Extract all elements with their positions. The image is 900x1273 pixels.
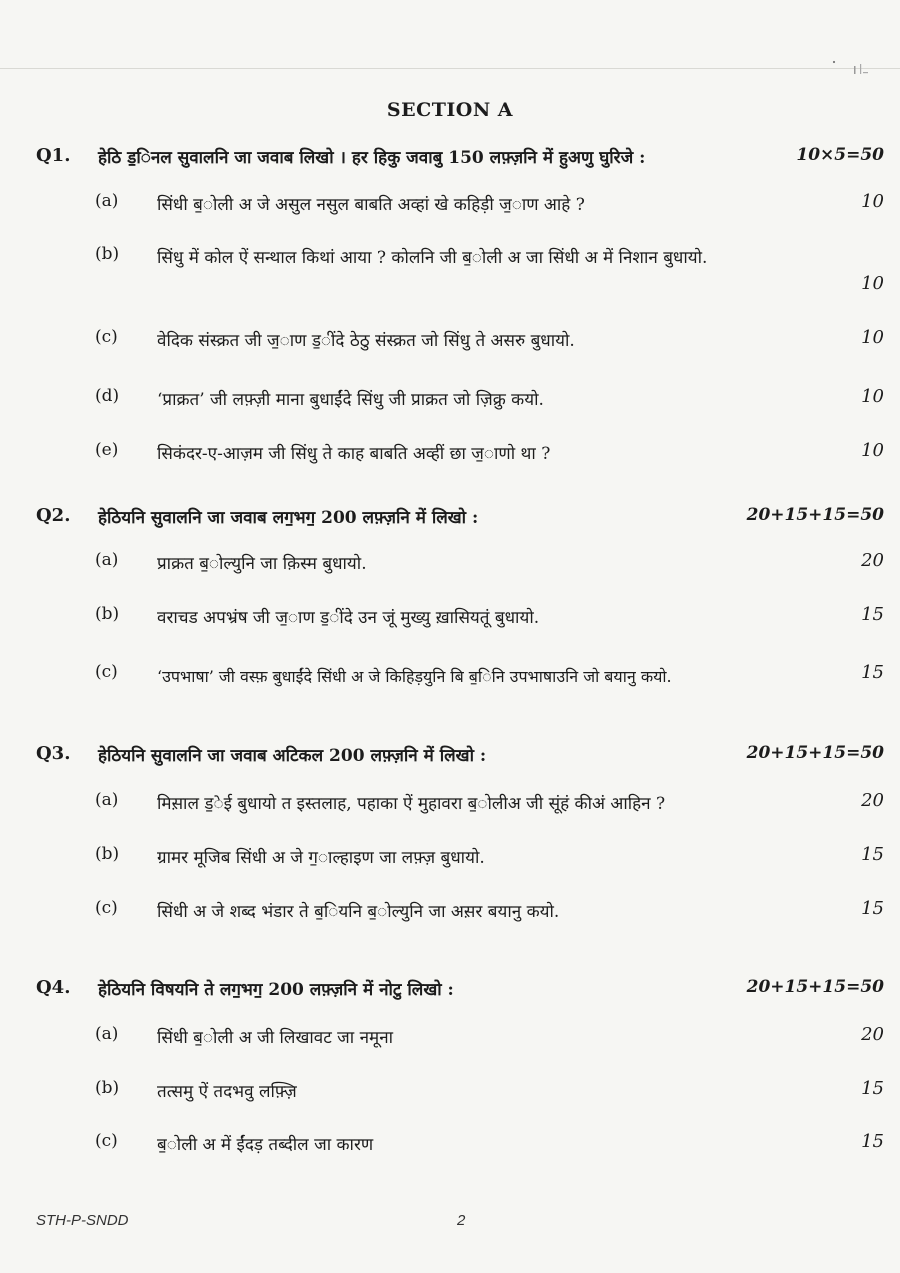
question-prompt: हेठियनि विषयनि ते लग॒भग॒ 200 लफ़्ज़नि में नोटु लिखो :	[98, 980, 454, 1000]
item-marks: 15	[861, 1078, 884, 1099]
item-marks: 10	[861, 440, 884, 461]
item-text: ‘प्राक्रत’ जी लफ़्ज़ी माना बुधाईंदे सिंधु जी प्राक्रत जो ज़िक्रु कयो.	[157, 390, 544, 410]
item-marks: 20	[861, 790, 884, 811]
item-marks: 10	[861, 386, 884, 407]
item-marks: 15	[861, 604, 884, 625]
item-label: (a)	[95, 790, 119, 810]
item-text: ग्रामर मूजिब सिंधी अ जे ग॒ाल्हाइण जा लफ़्ज़ बुधायो.	[157, 848, 485, 868]
item-text: मिस़ाल ड॒ेई बुधायो त इस्तलाह, पहाका ऐं मुहावरा ब॒ोलीअ जी सूंहं कीअं आहिन ?	[157, 794, 666, 814]
item-label: (b)	[95, 244, 120, 264]
question-number: Q4.	[36, 977, 71, 998]
question-number: Q1.	[36, 145, 71, 166]
question-header	[36, 505, 884, 535]
item-marks: 15	[861, 1131, 884, 1152]
question-marks: 20+15+15=50	[746, 743, 884, 763]
item-marks: 20	[861, 550, 884, 571]
item-label: (c)	[95, 898, 118, 918]
item-marks: 10	[861, 273, 884, 294]
question-marks: 20+15+15=50	[746, 977, 884, 997]
item-label: (a)	[95, 1024, 119, 1044]
item-text: वराचड अपभ्रंष जी ज॒ाण ड॒ींदे उन जूं मुख्यु ख़ासियतूं बुधायो.	[157, 608, 540, 628]
question-prompt: हेठियनि सुवालनि जा जवाब अटिकल 200 लफ़्ज़नि में लिखो :	[98, 746, 487, 766]
question-header	[36, 977, 884, 1007]
item-text: सिकंदर-ए-आज़म जी सिंधु ते काह बाबति अव्हीं छा ज॒ाणो था ?	[157, 444, 551, 464]
item-label: (c)	[95, 1131, 118, 1151]
item-label: (c)	[95, 327, 118, 347]
section-title: SECTION A	[386, 99, 514, 121]
item-text: सिंधी ब॒ोली अ जे असुल नसुल बाबति अव्हां खे कहिड़ी ज॒ाण आहे ?	[157, 195, 585, 215]
item-label: (b)	[95, 1078, 120, 1098]
item-label: (a)	[95, 191, 119, 211]
scan-speck-marks	[830, 58, 870, 78]
item-text: प्राक्रत ब॒ोल्युनि जा क़िस्म बुधायो.	[157, 554, 367, 574]
paper-code: STH-P-SNDD	[36, 1212, 129, 1229]
item-text: सिंधु में कोल ऐं सन्थाल किथां आया ? कोलनि जी ब॒ोली अ जा सिंधी अ में निशान बुधायो.	[157, 248, 708, 268]
question-number: Q2.	[36, 505, 71, 526]
item-label: (a)	[95, 550, 119, 570]
item-text: तत्समु ऐं तदभवु लफ़्ज़ि	[157, 1082, 297, 1102]
item-label: (c)	[95, 662, 118, 682]
page-number: 2	[457, 1212, 466, 1229]
question-marks: 10×5=50	[796, 145, 884, 165]
item-text: वेदिक संस्क्रत जी ज॒ाण ड॒ींदे ठेठु संस्क्रत जो सिंधु ते असरु बुधायो.	[157, 331, 575, 351]
question-marks: 20+15+15=50	[746, 505, 884, 525]
item-marks: 10	[861, 191, 884, 212]
item-text: ‘उपभाषा’ जी वस्फ़ बुधाईंदे सिंधी अ जे किहिड़युनि बि ब॒िनि उपभाषाउनि जो बयानु कयो.	[157, 667, 672, 686]
item-marks: 15	[861, 662, 884, 683]
item-label: (e)	[95, 440, 119, 460]
item-label: (b)	[95, 844, 120, 864]
item-text: सिंधी अ जे शब्द भंडार ते ब॒ियनि ब॒ोल्युनि जा अस़र बयानु कयो.	[157, 902, 560, 922]
scan-edge-line	[0, 68, 900, 69]
question-header	[36, 145, 884, 175]
item-marks: 15	[861, 844, 884, 865]
item-marks: 20	[861, 1024, 884, 1045]
question-prompt: हेठियनि सुवालनि जा जवाब लग॒भग॒ 200 लफ़्ज़नि में लिखो :	[98, 508, 479, 528]
item-marks: 10	[861, 327, 884, 348]
item-label: (b)	[95, 604, 120, 624]
question-number: Q3.	[36, 743, 71, 764]
item-text: ब॒ोली अ में ईंदड़ तब्दील जा कारण	[157, 1135, 374, 1155]
question-header	[36, 743, 884, 773]
item-label: (d)	[95, 386, 120, 406]
item-text: सिंधी ब॒ोली अ जी लिखावट जा नमूना	[157, 1028, 394, 1048]
item-marks: 15	[861, 898, 884, 919]
question-prompt: हेठि ड॒िनल सुवालनि जा जवाब लिखो । हर हिकु जवाबु 150 लफ़्ज़नि में हुअणु घुरिजे :	[98, 148, 646, 168]
